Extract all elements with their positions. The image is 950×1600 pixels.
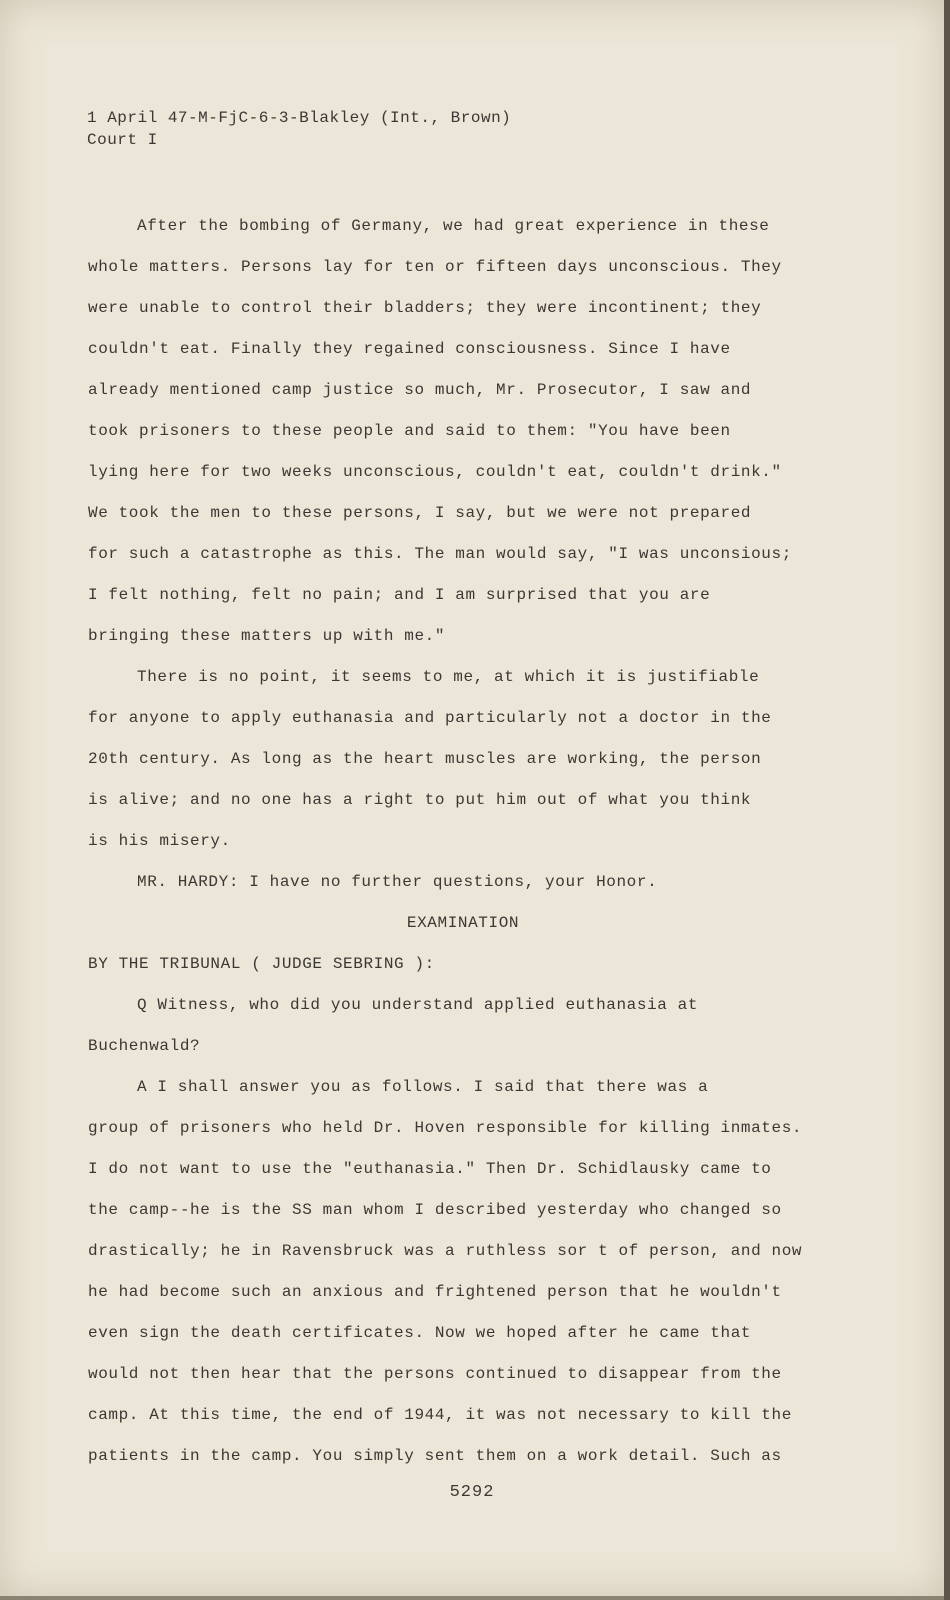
section-heading: EXAMINATION: [406, 914, 520, 932]
transcript-line: group of prisoners who held Dr. Hoven responsible for killing inmates.: [88, 1119, 803, 1137]
page-edge-shadow: [944, 0, 950, 1600]
transcript-line: lying here for two weeks unconscious, couldn't eat, couldn't drink.": [88, 463, 782, 481]
transcript-line: he had become such an anxious and frightened person that he wouldn't: [88, 1283, 782, 1301]
transcript-line: whole matters. Persons lay for ten or fifteen days unconscious. They: [88, 258, 782, 276]
transcript-line: already mentioned camp justice so much, Mr. Prosecutor, I saw and: [88, 381, 752, 399]
answer-line: A I shall answer you as follows. I said that there was a: [137, 1078, 709, 1096]
transcript-line: is his misery.: [88, 832, 231, 850]
transcript-line: is alive; and no one has a right to put him out of what you think: [88, 791, 752, 809]
transcript-line: After the bombing of Germany, we had great experience in these: [137, 217, 770, 235]
transcript-line: I do not want to use the "euthanasia." Then Dr. Schidlausky came to: [88, 1160, 772, 1178]
transcript-line: I felt nothing, felt no pain; and I am surprised that you are: [88, 586, 711, 604]
transcript-line: for such a catastrophe as this. The man would say, "I was unconsious;: [88, 545, 792, 563]
page-number: 5292: [449, 1483, 495, 1502]
examiner-line: BY THE TRIBUNAL ( JUDGE SEBRING ):: [88, 955, 435, 973]
transcript-line: bringing these matters up with me.": [88, 627, 446, 645]
transcript-line: camp. At this time, the end of 1944, it was not necessary to kill the: [88, 1406, 792, 1424]
speaker-line: MR. HARDY: I have no further questions, your Honor.: [137, 873, 658, 891]
transcript-line: Buchenwald?: [88, 1037, 201, 1055]
question-line: Q Witness, who did you understand applied euthanasia at: [137, 996, 699, 1014]
transcript-line: for anyone to apply euthanasia and particularly not a doctor in the: [88, 709, 772, 727]
header-court-line: Court I: [87, 131, 158, 149]
header-reference-line: 1 April 47-M-FjC-6-3-Blakley (Int., Brown): [87, 109, 512, 127]
transcript-line: We took the men to these persons, I say, but we were not prepared: [88, 504, 752, 522]
document-header: [87, 107, 511, 151]
transcript-line: took prisoners to these people and said to them: "You have been: [88, 422, 731, 440]
transcript-line: the camp--he is the SS man whom I described yesterday who changed so: [88, 1201, 782, 1219]
transcript-line: 20th century. As long as the heart muscles are working, the person: [88, 750, 762, 768]
transcript-line: even sign the death certificates. Now we hoped after he came that: [88, 1324, 752, 1342]
transcript-line: There is no point, it seems to me, at which it is justifiable: [137, 668, 760, 686]
transcript-line: patients in the camp. You simply sent them on a work detail. Such as: [88, 1447, 782, 1465]
transcript-line: would not then hear that the persons continued to disappear from the: [88, 1365, 782, 1383]
transcript-body: [88, 206, 808, 1477]
transcript-line: drastically; he in Ravensbruck was a ruthless sor t of person, and now: [88, 1242, 803, 1260]
transcript-line: couldn't eat. Finally they regained consciousness. Since I have: [88, 340, 731, 358]
transcript-line: were unable to control their bladders; they were incontinent; they: [88, 299, 762, 317]
